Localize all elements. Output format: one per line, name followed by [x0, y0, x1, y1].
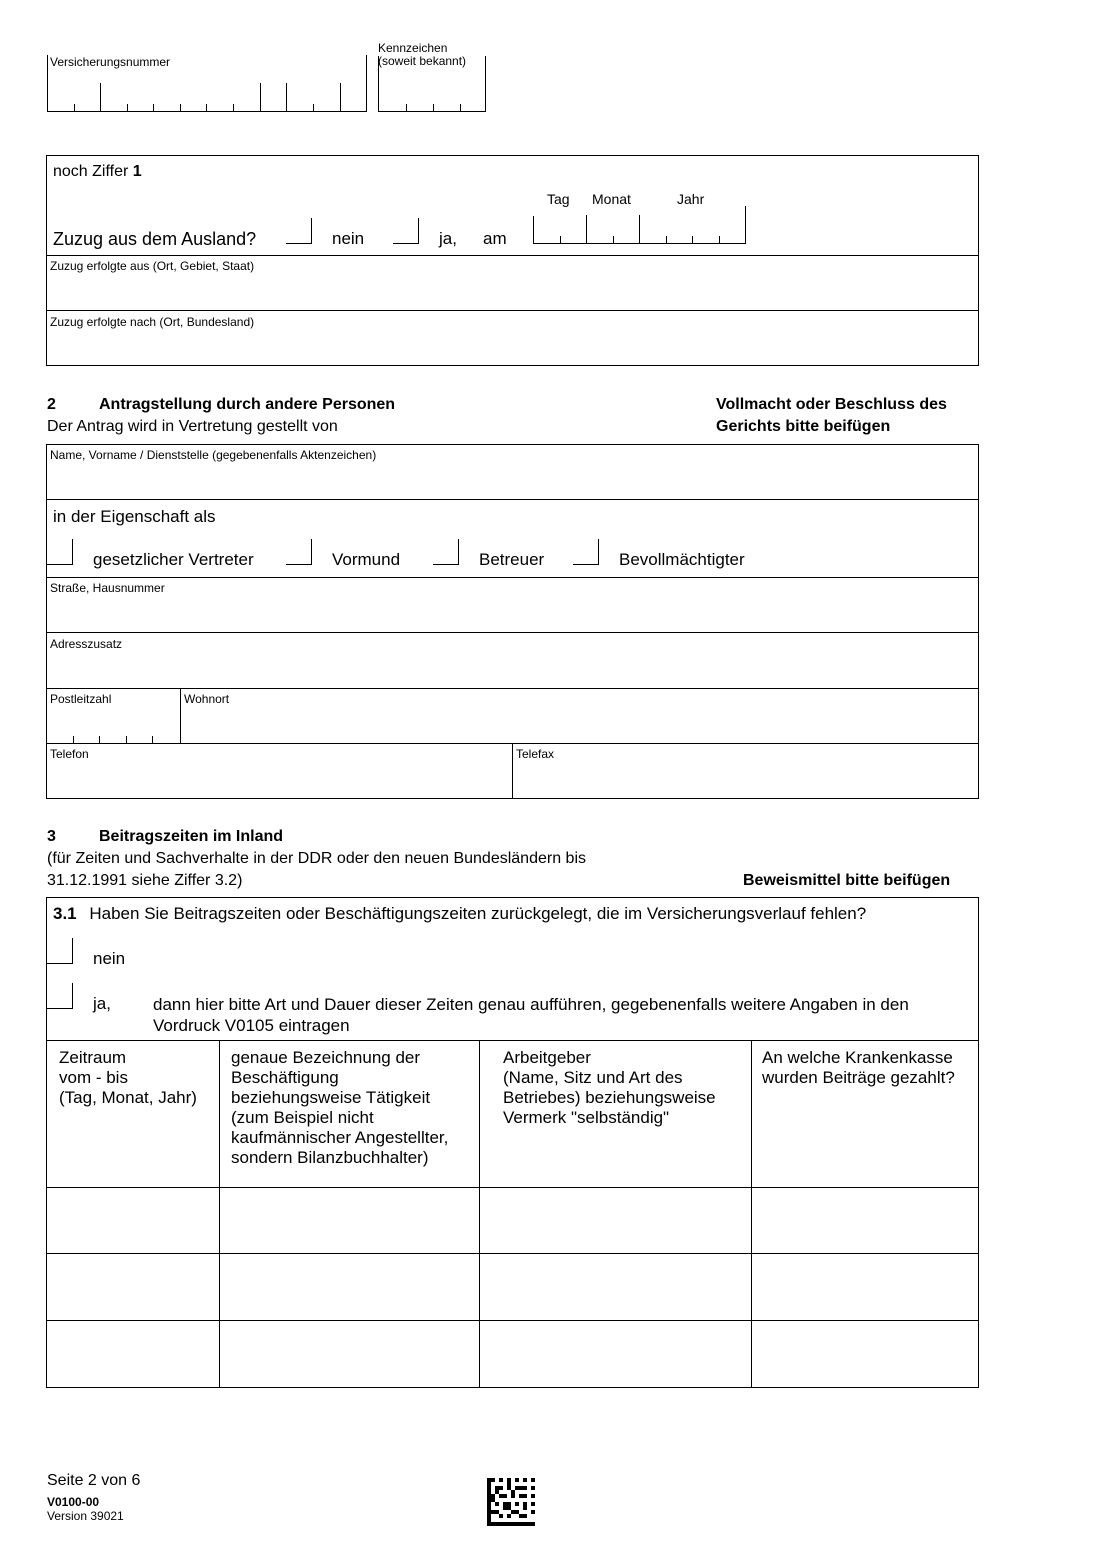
gesetzlicher-vertreter-checkbox[interactable] [47, 539, 73, 565]
zuzug-ja-label: ja, [439, 229, 457, 248]
versicherungsnummer-comb[interactable] [47, 84, 367, 112]
section3-note: Beweismittel bitte beifügen [743, 872, 951, 889]
table-cell[interactable] [220, 1321, 479, 1387]
telefon-label: Telefon [50, 747, 89, 761]
table-cell[interactable] [47, 1321, 219, 1387]
zuzug-to-label: Zuzug erfolgte nach (Ort, Bundesland) [50, 315, 255, 329]
zuzug-from-label: Zuzug erfolgte aus (Ort, Gebiet, Staat) [50, 259, 255, 273]
name-label: Name, Vorname / Dienststelle (gegebenenfalls Aktenzeichen) [50, 448, 377, 462]
plz-label: Postleitzahl [50, 692, 112, 706]
adresszusatz-input[interactable] [47, 651, 977, 687]
option-betreuer: Betreuer [479, 550, 545, 569]
table-cell[interactable] [47, 1254, 219, 1320]
section3-title: Beitragszeiten im Inland [99, 828, 284, 845]
question-3-1: 3.1 Haben Sie Beitragszeiten oder Beschäftigungszeiten zurückgelegt, die im Versicherungsverlauf fehlen? [53, 904, 867, 923]
header-beschaeftigung: genaue Bezeichnung der Beschäftigung beziehungsweise Tätigkeit (zum Beispiel nicht kaufmännischer Angestellter, sondern Bilanzbuchhalter) [231, 1048, 449, 1167]
bevollmaechtigter-checkbox[interactable] [573, 539, 599, 565]
table-cell[interactable] [480, 1188, 751, 1253]
telefax-input[interactable] [513, 761, 977, 798]
beitragszeiten-nein-checkbox[interactable] [47, 938, 73, 964]
zuzug-am-label: am [483, 229, 507, 248]
eigenschaft-label: in der Eigenschaft als [53, 507, 216, 526]
table-cell[interactable] [47, 1188, 219, 1253]
kennzeichen-comb[interactable] [378, 84, 486, 112]
table-cell[interactable] [480, 1321, 751, 1387]
header-zeitraum: Zeitraum vom - bis (Tag, Monat, Jahr) [59, 1048, 197, 1107]
table-cell[interactable] [220, 1254, 479, 1320]
datamatrix-barcode-icon [487, 1478, 535, 1526]
section2-title: Antragstellung durch andere Personen [99, 396, 396, 413]
versicherungsnummer-label: Versicherungsnummer [50, 55, 171, 69]
section3-number: 3 [47, 828, 56, 845]
table-cell[interactable] [752, 1321, 978, 1387]
kennzeichen-label: Kennzeichen (soweit bekannt) [378, 41, 467, 68]
date-monat-label: Monat [592, 191, 631, 207]
page-number: Seite 2 von 6 [47, 1472, 141, 1489]
section2-note-1: Vollmacht oder Beschluss des [716, 396, 947, 413]
beitragszeiten-ja-label: ja, [93, 994, 111, 1013]
ja-instruction: dann hier bitte Art und Dauer dieser Zeiten genau aufführen, gegebenenfalls weitere Angaben in den Vordruck V0105 eintragen [153, 995, 909, 1035]
section3-subtitle-1: (für Zeiten und Sachverhalte in der DDR oder den neuen Bundesländern bis [47, 850, 586, 867]
name-input[interactable] [47, 462, 977, 498]
zuzug-from-input[interactable] [47, 272, 977, 309]
street-input[interactable] [47, 595, 977, 631]
table-cell[interactable] [752, 1254, 978, 1320]
zuzug-nein-label: nein [332, 229, 365, 248]
zuzug-nein-checkbox[interactable] [286, 218, 312, 244]
section2-subtitle: Der Antrag wird in Vertretung gestellt von [47, 418, 338, 435]
table-cell[interactable] [480, 1254, 751, 1320]
betreuer-checkbox[interactable] [433, 539, 459, 565]
wohnort-input[interactable] [181, 706, 977, 742]
date-tag-label: Tag [547, 191, 570, 207]
form-version: Version 39021 [47, 1509, 124, 1523]
beitragszeiten-ja-checkbox[interactable] [47, 983, 73, 1009]
beitragszeiten-nein-label: nein [93, 949, 126, 968]
table-cell[interactable] [752, 1188, 978, 1253]
zuzug-question: Zuzug aus dem Ausland? [53, 229, 257, 249]
option-bevollmaechtigter: Bevollmächtigter [619, 550, 745, 569]
section2-note-2: Gerichts bitte beifügen [716, 418, 891, 435]
street-label: Straße, Hausnummer [50, 581, 165, 595]
plz-comb[interactable] [47, 733, 180, 743]
adresszusatz-label: Adresszusatz [50, 637, 123, 651]
header-krankenkasse: An welche Krankenkasse wurden Beiträge gezahlt? [762, 1048, 955, 1087]
wohnort-label: Wohnort [184, 692, 230, 706]
telefax-label: Telefax [516, 747, 555, 761]
section3-subtitle-2: 31.12.1991 siehe Ziffer 3.2) [47, 872, 243, 889]
date-jahr-label: Jahr [677, 191, 705, 207]
header-arbeitgeber: Arbeitgeber (Name, Sitz und Art des Betriebes) beziehungsweise Vermerk "selbständig" [503, 1048, 716, 1127]
telefon-input[interactable] [47, 761, 511, 798]
vormund-checkbox[interactable] [286, 539, 312, 565]
option-gesetzlicher-vertreter: gesetzlicher Vertreter [93, 550, 254, 569]
zuzug-to-input[interactable] [47, 328, 977, 365]
noch-ziffer-label: noch Ziffer 1 [53, 163, 142, 180]
section2-number: 2 [47, 396, 56, 413]
zuzug-ja-checkbox[interactable] [393, 218, 419, 244]
zuzug-date-comb[interactable] [533, 216, 746, 244]
option-vormund: Vormund [332, 550, 401, 569]
table-cell[interactable] [220, 1188, 479, 1253]
form-code: V0100-00 [47, 1495, 100, 1509]
